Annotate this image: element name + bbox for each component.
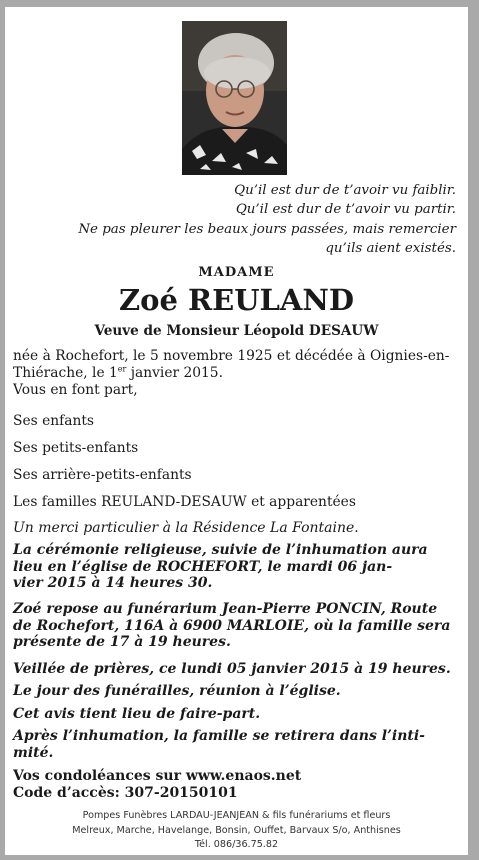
family-great-grandchildren: Ses arrière-petits-enfants [13,467,192,483]
poem-line: Qu’il est dur de t’avoir vu faiblir. [234,183,456,198]
family-children: Ses enfants [13,413,94,429]
notice-info [13,706,462,723]
funeral-home-info [13,601,462,651]
vigil-info [13,661,462,678]
after-line: mité. [13,744,54,761]
widow-of: Veuve de Monsieur Léopold DESAUW [94,323,379,339]
condolences-info [13,768,301,802]
honorific: MADAME [198,265,275,280]
obituary-notice [5,7,468,855]
funeral-home-line: de Rochefort, 116A à 6900 MARLOIE, où la famille sera [13,617,451,634]
birth-line-2-start: Thiérache, le 1 [13,365,118,381]
vigil-line: Veillée de prières, ce lundi 05 janvier 2015 à 19 heures. [13,661,451,677]
footer-locations: Melreux, Marche, Havelange, Bonsin, Ouffet, Barvaux S/o, Anthisnes [72,824,401,836]
ceremony-line: La cérémonie religieuse, suivie de l’inhumation aura [13,542,428,558]
poem-line: Ne pas pleurer les beaux jours passées, mais remercier [78,221,456,237]
portrait-photo [182,21,287,175]
deceased-name: Zoé REULAND [118,283,355,317]
meeting-info [13,683,462,700]
condolences-link[interactable]: Vos condoléances sur www.enaos.net [13,768,302,784]
ceremony-info [13,542,462,592]
funeral-director-footer [5,809,468,853]
poem-line: Qu’il est dur de t’avoir vu partir. [235,202,456,218]
meeting-line: Le jour des funérailles, réunion à l’église. [13,683,341,699]
birth-line-1: née à Rochefort, le 5 novembre 1925 et décédée à Oignies-en- [13,348,450,364]
birth-line-2-end: janvier 2015. [126,365,223,381]
ceremony-line: vier 2015 à 14 heures 30. [13,575,213,591]
poem [36,181,456,259]
footer-phone: Tél. 086/36.75.82 [194,839,279,850]
access-code: Code d’accès: 307-20150101 [13,785,238,801]
birth-death-info [13,348,462,399]
birth-line-2 [13,365,462,382]
thanks-note: Un merci particulier à la Résidence La Fontaine. [13,520,359,536]
funeral-home-line: présente de 17 à 19 heures. [13,634,231,650]
ordinal-suffix: er [117,364,127,374]
funeral-home-line: Zoé repose au funérarium Jean-Pierre PONCIN, Route [13,601,438,617]
notice-line: Cet avis tient lieu de faire-part. [13,706,261,722]
after-burial-info [13,728,462,761]
after-line: Après l’inhumation, la famille se retirera dans l’inti- [13,728,425,744]
ceremony-line: lieu en l’église de ROCHEFORT, le mardi 06 jan- [13,558,393,575]
family-grandchildren: Ses petits-enfants [13,440,139,456]
poem-line: qu’ils aient existés. [325,241,456,257]
announced-by: Vous en font part, [13,382,138,398]
family-relatives: Les familles REULAND-DESAUW et apparentées [13,494,356,510]
footer-company: Pompes Funèbres LARDAU-JEANJEAN & fils funérariums et fleurs [82,810,391,821]
portrait-image [182,21,287,175]
